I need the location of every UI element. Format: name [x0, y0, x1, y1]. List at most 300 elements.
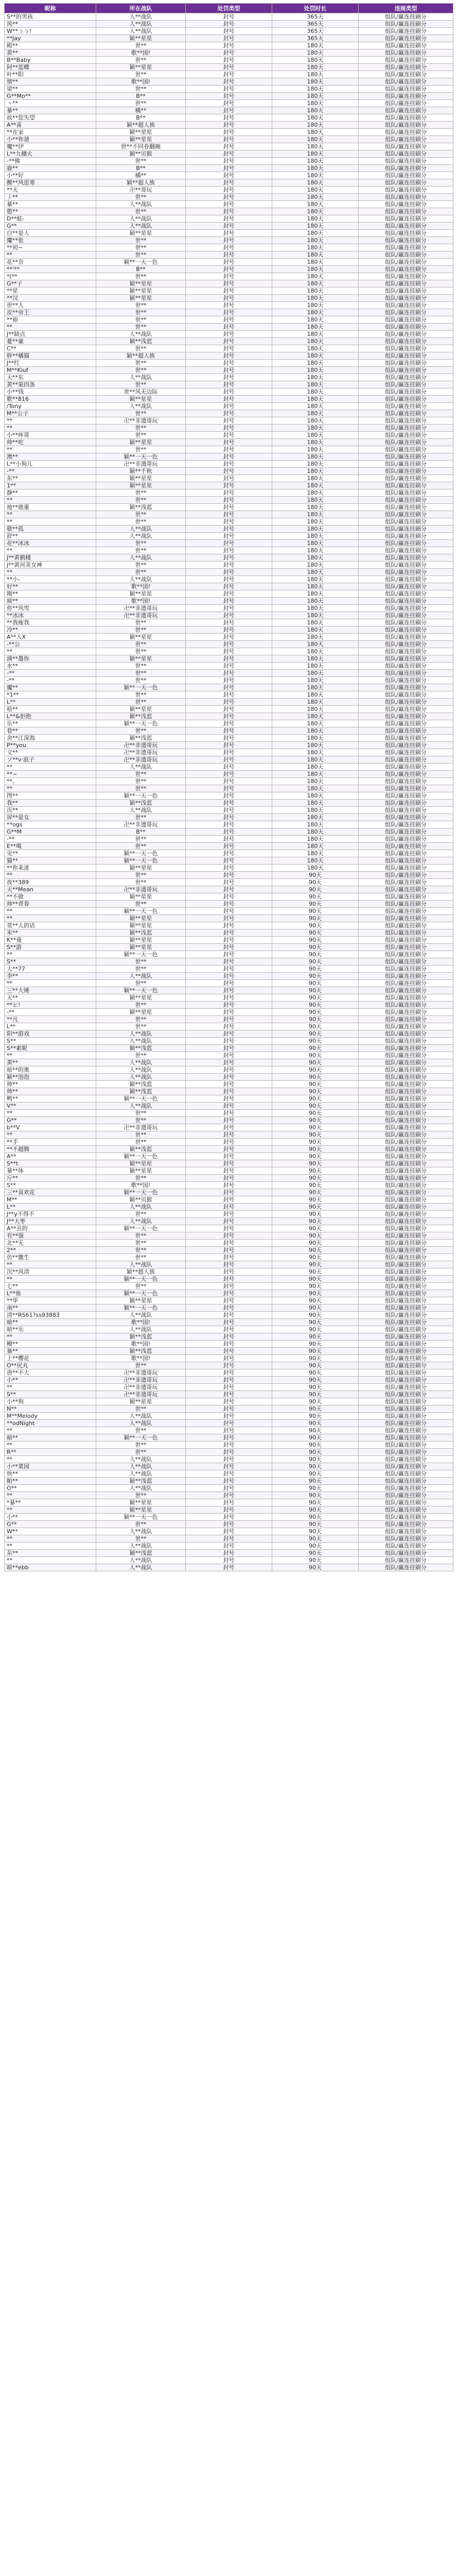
nickname-cell: M**Kiuf: [5, 367, 96, 374]
team-cell: 世**: [96, 699, 186, 706]
team-cell: 颖**贝猴: [96, 1196, 186, 1204]
violation-type-cell: 组队/赢连挂刷分: [359, 461, 453, 468]
violation-type-cell: 组队/赢连挂刷分: [359, 1088, 453, 1095]
penalty-type-cell: 封号: [186, 1499, 272, 1506]
table-row: [5, 425, 453, 432]
penalty-type-cell: 封号: [186, 1074, 272, 1081]
nickname-cell: **: [5, 1052, 96, 1059]
duration-cell: 90天: [272, 1398, 359, 1405]
violation-type-cell: 组队/赢连挂刷分: [359, 1030, 453, 1038]
duration-cell: 180天: [272, 828, 359, 836]
nickname-cell: K**曼: [5, 937, 96, 944]
team-cell: 颖**星星: [96, 994, 186, 1002]
penalty-type-cell: 封号: [186, 749, 272, 756]
nickname-cell: 情**: [5, 78, 96, 86]
duration-cell: 90天: [272, 1535, 359, 1543]
team-cell: 卍**非遗哥玩: [96, 756, 186, 764]
violation-type-cell: 组队/赢连挂刷分: [359, 489, 453, 497]
table-row: [5, 1131, 453, 1139]
duration-cell: 90天: [272, 1470, 359, 1478]
table-row: [5, 1268, 453, 1276]
penalty-type-cell: 封号: [186, 778, 272, 785]
table-row: [5, 865, 453, 872]
nickname-cell: G**Mo**: [5, 93, 96, 100]
team-cell: 颖**浅蓝: [96, 1081, 186, 1088]
duration-cell: 180天: [272, 331, 359, 338]
nickname-cell: 天**: [5, 994, 96, 1002]
violation-type-cell: 组队/赢连挂刷分: [359, 1398, 453, 1405]
nickname-cell: **: [5, 1492, 96, 1499]
team-cell: 世**: [96, 345, 186, 352]
penalty-type-cell: 封号: [186, 1543, 272, 1550]
nickname-cell: **: [5, 1543, 96, 1550]
penalty-type-cell: 封号: [186, 1449, 272, 1456]
penalty-type-cell: 封号: [186, 785, 272, 792]
table-row: [5, 1240, 453, 1247]
table-row: [5, 1543, 453, 1550]
nickname-cell: 2**: [5, 1247, 96, 1254]
violation-type-cell: 组队/赢连挂刷分: [359, 1254, 453, 1261]
duration-cell: 180天: [272, 425, 359, 432]
duration-cell: 90天: [272, 944, 359, 951]
penalty-type-cell: 封号: [186, 1023, 272, 1030]
table-row: [5, 453, 453, 461]
team-cell: 世**: [96, 619, 186, 626]
duration-cell: 180天: [272, 562, 359, 569]
team-cell: 人**战队: [96, 1261, 186, 1268]
table-row: [5, 165, 453, 172]
penalty-type-cell: 封号: [186, 165, 272, 172]
violation-type-cell: 组队/赢连挂刷分: [359, 713, 453, 720]
team-cell: 颖**星星: [96, 706, 186, 713]
duration-cell: 90天: [272, 1268, 359, 1276]
violation-type-cell: 组队/赢连挂刷分: [359, 194, 453, 201]
team-cell: 卍**非遗哥玩: [96, 612, 186, 619]
nickname-cell: S**游: [5, 944, 96, 951]
violation-type-cell: 组队/赢连挂刷分: [359, 114, 453, 122]
nickname-cell: 我**: [5, 800, 96, 807]
duration-cell: 180天: [272, 857, 359, 865]
penalty-type-cell: 封号: [186, 1348, 272, 1355]
team-cell: 世**: [96, 237, 186, 244]
violation-type-cell: 组队/赢连挂刷分: [359, 446, 453, 453]
nickname-cell: **: [5, 1384, 96, 1391]
penalty-type-cell: 封号: [186, 122, 272, 129]
team-cell: 颖**一天一色: [96, 857, 186, 865]
team-cell: 世**: [96, 1254, 186, 1261]
team-cell: 颖**超人族: [96, 122, 186, 129]
violation-type-cell: 组队/赢连挂刷分: [359, 1066, 453, 1074]
duration-cell: 365天: [272, 13, 359, 21]
nickname-cell: 有**强: [5, 1232, 96, 1240]
duration-cell: 90天: [272, 1261, 359, 1268]
team-cell: 世**: [96, 641, 186, 648]
violation-type-cell: 组队/赢连挂刷分: [359, 1492, 453, 1499]
table-row: [5, 691, 453, 699]
table-row: [5, 655, 453, 663]
nickname-cell: G**M: [5, 828, 96, 836]
nickname-cell: **: [5, 1110, 96, 1117]
duration-cell: 180天: [272, 302, 359, 309]
team-cell: 歌**国!: [96, 1355, 186, 1362]
violation-type-cell: 组队/赢连挂刷分: [359, 1442, 453, 1449]
nickname-cell: **: [5, 1557, 96, 1564]
nickname-cell: **: [5, 324, 96, 331]
violation-type-cell: 组队/赢连挂刷分: [359, 302, 453, 309]
duration-cell: 90天: [272, 1521, 359, 1528]
table-row: [5, 764, 453, 771]
penalty-type-cell: 封号: [186, 1341, 272, 1348]
duration-cell: 180天: [272, 201, 359, 208]
nickname-cell: 巷**: [5, 727, 96, 735]
table-row: [5, 338, 453, 345]
penalty-type-cell: 封号: [186, 1326, 272, 1333]
team-cell: 人**战队: [96, 1204, 186, 1211]
team-cell: 人**战队: [96, 1059, 186, 1066]
penalty-type-cell: 封号: [186, 973, 272, 980]
violation-type-cell: 组队/赢连挂刷分: [359, 1124, 453, 1131]
team-cell: 人**战队: [96, 1470, 186, 1478]
violation-type-cell: 组队/赢连挂刷分: [359, 554, 453, 562]
nickname-cell: 沉**: [5, 807, 96, 814]
nickname-cell: 李**: [5, 973, 96, 980]
table-row: [5, 727, 453, 735]
violation-type-cell: 组队/赢连挂刷分: [359, 663, 453, 670]
penalty-type-cell: 封号: [186, 1131, 272, 1139]
duration-cell: 90天: [272, 973, 359, 980]
nickname-cell: **不超腾: [5, 1146, 96, 1153]
table-row: [5, 901, 453, 908]
violation-type-cell: 组队/赢连挂刷分: [359, 814, 453, 821]
duration-cell: 180天: [272, 237, 359, 244]
duration-cell: 180天: [272, 489, 359, 497]
penalty-type-cell: 封号: [186, 71, 272, 78]
violation-type-cell: 组队/赢连挂刷分: [359, 886, 453, 893]
penalty-type-cell: 封号: [186, 821, 272, 828]
team-cell: 颖**星星: [96, 287, 186, 295]
penalty-type-cell: 封号: [186, 1478, 272, 1485]
table-row: [5, 1153, 453, 1160]
penalty-type-cell: 封号: [186, 583, 272, 590]
table-row: [5, 1297, 453, 1304]
table-row: [5, 511, 453, 518]
team-cell: 颖**超人族: [96, 352, 186, 360]
nickname-cell: 天**Mean: [5, 886, 96, 893]
duration-cell: 180天: [272, 764, 359, 771]
nickname-cell: S**: [5, 1391, 96, 1398]
team-cell: 人**战队: [96, 973, 186, 980]
penalty-type-cell: 封号: [186, 814, 272, 821]
team-cell: 颖**星星: [96, 865, 186, 872]
nickname-cell: G**: [5, 223, 96, 230]
table-row: [5, 720, 453, 727]
violation-type-cell: 组队/赢连挂刷分: [359, 583, 453, 590]
nickname-cell: **: [5, 518, 96, 526]
table-row: [5, 1434, 453, 1442]
team-cell: 人**战队: [96, 223, 186, 230]
team-cell: 人**战队: [96, 215, 186, 223]
duration-cell: 180天: [272, 223, 359, 230]
table-row: [5, 1456, 453, 1463]
team-cell: 人**战队: [96, 21, 186, 28]
team-cell: 人**战队: [96, 526, 186, 533]
duration-cell: 180天: [272, 792, 359, 800]
nickname-cell: **。: [5, 778, 96, 785]
nickname-cell: L**小狗儿: [5, 461, 96, 468]
table-row: [5, 850, 453, 857]
duration-cell: 180天: [272, 475, 359, 482]
violation-type-cell: 组队/赢连挂刷分: [359, 735, 453, 742]
team-cell: 世**: [96, 1052, 186, 1059]
penalty-type-cell: 封号: [186, 526, 272, 533]
violation-type-cell: 组队/赢连挂刷分: [359, 1059, 453, 1066]
violation-type-cell: 组队/赢连挂刷分: [359, 1333, 453, 1341]
nickname-cell: 鹿**: [5, 165, 96, 172]
nickname-cell: J**y不得不: [5, 1211, 96, 1218]
nickname-cell: **裕: [5, 316, 96, 324]
table-row: [5, 316, 453, 324]
team-cell: 颖**星星: [96, 1499, 186, 1506]
penalty-type-cell: 封号: [186, 1110, 272, 1117]
table-row: [5, 107, 453, 114]
duration-cell: 90天: [272, 1506, 359, 1514]
penalty-type-cell: 封号: [186, 410, 272, 417]
table-row: [5, 756, 453, 764]
duration-cell: 180天: [272, 179, 359, 187]
penalty-type-cell: 封号: [186, 331, 272, 338]
duration-cell: 180天: [272, 771, 359, 778]
nickname-cell: **: [5, 648, 96, 655]
table-row: [5, 1074, 453, 1081]
duration-cell: 90天: [272, 1139, 359, 1146]
team-cell: 世**: [96, 1016, 186, 1023]
violation-type-cell: 组队/赢连挂刷分: [359, 1153, 453, 1160]
penalty-type-cell: 封号: [186, 1528, 272, 1535]
penalty-type-cell: 封号: [186, 1304, 272, 1312]
duration-cell: 90天: [272, 1240, 359, 1247]
penalty-type-cell: 封号: [186, 792, 272, 800]
penalty-type-cell: 封号: [186, 518, 272, 526]
table-row: [5, 1225, 453, 1232]
team-cell: 世**: [96, 771, 186, 778]
team-cell: 颖**一天一色: [96, 684, 186, 691]
violation-type-cell: 组队/赢连挂刷分: [359, 857, 453, 865]
table-row: [5, 71, 453, 78]
nickname-cell: 小**: [5, 1514, 96, 1521]
nickname-cell: **: [5, 547, 96, 554]
penalty-type-cell: 封号: [186, 1225, 272, 1232]
duration-cell: 180天: [272, 706, 359, 713]
table-row: [5, 1521, 453, 1528]
penalty-type-cell: 封号: [186, 482, 272, 489]
duration-cell: 90天: [272, 1023, 359, 1030]
violation-type-cell: 组队/赢连挂刷分: [359, 1196, 453, 1204]
nickname-cell: 北**无: [5, 1240, 96, 1247]
duration-cell: 180天: [272, 713, 359, 720]
table-row: [5, 1232, 453, 1240]
violation-type-cell: 组队/赢连挂刷分: [359, 836, 453, 843]
nickname-cell: D**蛙-: [5, 215, 96, 223]
nickname-cell: 黄**: [5, 1059, 96, 1066]
team-cell: 人**战队: [96, 1218, 186, 1225]
team-cell: 人**战队: [96, 1557, 186, 1564]
nickname-cell: **在家: [5, 129, 96, 136]
penalty-type-cell: 封号: [186, 396, 272, 403]
duration-cell: 180天: [272, 388, 359, 396]
team-cell: 颖**一天一色: [96, 720, 186, 727]
nickname-cell: 阿**蓝蝶: [5, 64, 96, 71]
table-row: [5, 1506, 453, 1514]
violation-type-cell: 组队/赢连挂刷分: [359, 562, 453, 569]
team-cell: 颖**星星: [96, 129, 186, 136]
duration-cell: 180天: [272, 324, 359, 331]
duration-cell: 180天: [272, 590, 359, 598]
duration-cell: 90天: [272, 1182, 359, 1189]
penalty-type-cell: 封号: [186, 987, 272, 994]
nickname-cell: -**公: [5, 641, 96, 648]
nickname-cell: 唐**不大: [5, 1369, 96, 1377]
team-cell: 世**: [96, 251, 186, 259]
penalty-type-cell: 封号: [186, 965, 272, 973]
duration-cell: 180天: [272, 727, 359, 735]
table-row: [5, 1550, 453, 1557]
penalty-type-cell: 封号: [186, 641, 272, 648]
violation-type-cell: 组队/赢连挂刷分: [359, 187, 453, 194]
table-row: [5, 1492, 453, 1499]
nickname-cell: L**: [5, 699, 96, 706]
penalty-type-cell: 封号: [186, 1124, 272, 1131]
duration-cell: 180天: [272, 800, 359, 807]
penalty-type-cell: 封号: [186, 540, 272, 547]
penalty-type-cell: 封号: [186, 720, 272, 727]
penalty-type-cell: 封号: [186, 857, 272, 865]
violation-type-cell: 组队/赢连挂刷分: [359, 1232, 453, 1240]
violation-type-cell: 组队/赢连挂刷分: [359, 1131, 453, 1139]
violation-type-cell: 组队/赢连挂刷分: [359, 1456, 453, 1463]
team-cell: 颖**一天一色: [96, 850, 186, 857]
table-row: [5, 807, 453, 814]
table-row: [5, 1009, 453, 1016]
penalty-type-cell: 封号: [186, 403, 272, 410]
duration-cell: 180天: [272, 194, 359, 201]
table-row: [5, 223, 453, 230]
duration-cell: 90天: [272, 965, 359, 973]
nickname-cell: **: [5, 1427, 96, 1434]
penalty-type-cell: 封号: [186, 1319, 272, 1326]
table-row: [5, 951, 453, 958]
penalty-type-cell: 封号: [186, 1398, 272, 1405]
table-row: [5, 670, 453, 677]
penalty-type-cell: 封号: [186, 64, 272, 71]
duration-cell: 90天: [272, 1196, 359, 1204]
penalty-type-cell: 封号: [186, 266, 272, 273]
duration-cell: 180天: [272, 526, 359, 533]
violation-type-cell: 组队/赢连挂刷分: [359, 1427, 453, 1434]
team-cell: 颖**一天一色: [96, 1434, 186, 1442]
nickname-cell: M**公子: [5, 410, 96, 417]
duration-cell: 90天: [272, 1557, 359, 1564]
table-row: [5, 1045, 453, 1052]
penalty-type-cell: 封号: [186, 1384, 272, 1391]
nickname-cell: **: [5, 569, 96, 576]
penalty-type-cell: 封号: [186, 699, 272, 706]
nickname-cell: 乐**: [5, 720, 96, 727]
team-cell: 颖**一天一色: [96, 1153, 186, 1160]
penalty-type-cell: 封号: [186, 807, 272, 814]
table-row: [5, 1261, 453, 1268]
duration-cell: 90天: [272, 987, 359, 994]
nickname-cell: G**子: [5, 280, 96, 287]
violation-type-cell: 组队/赢连挂刷分: [359, 648, 453, 655]
violation-type-cell: 组队/赢连挂刷分: [359, 937, 453, 944]
nickname-cell: 花**冰冰: [5, 540, 96, 547]
team-cell: 颖**浅蓝: [96, 800, 186, 807]
nickname-cell: 刚**: [5, 590, 96, 598]
penalty-type-cell: 封号: [186, 237, 272, 244]
penalty-type-cell: 封号: [186, 360, 272, 367]
team-cell: 世**: [96, 1175, 186, 1182]
duration-cell: 180天: [272, 619, 359, 626]
nickname-cell: L**: [5, 1204, 96, 1211]
violation-type-cell: 组队/赢连挂刷分: [359, 533, 453, 540]
team-cell: 卍**非遗哥玩: [96, 605, 186, 612]
violation-type-cell: 组队/赢连挂刷分: [359, 425, 453, 432]
violation-type-cell: 组队/赢连挂刷分: [359, 929, 453, 937]
duration-cell: 180天: [272, 107, 359, 114]
penalty-type-cell: 封号: [186, 1103, 272, 1110]
violation-type-cell: 组队/赢连挂刷分: [359, 367, 453, 374]
team-cell: 世**: [96, 901, 186, 908]
penalty-type-cell: 封号: [186, 1088, 272, 1095]
nickname-cell: 澳**: [5, 453, 96, 461]
duration-cell: 180天: [272, 287, 359, 295]
table-row: [5, 965, 453, 973]
violation-type-cell: 组队/赢连挂刷分: [359, 1326, 453, 1333]
nickname-cell: 梁**: [5, 86, 96, 93]
table-row: [5, 49, 453, 57]
nickname-cell: **: [5, 980, 96, 987]
nickname-cell: 仿**撒生: [5, 1254, 96, 1261]
violation-type-cell: 组队/赢连挂刷分: [359, 1557, 453, 1564]
violation-type-cell: 组队/赢连挂刷分: [359, 396, 453, 403]
table-row: [5, 1304, 453, 1312]
table-row: [5, 396, 453, 403]
nickname-cell: **: [5, 1333, 96, 1341]
violation-type-cell: 组队/赢连挂刷分: [359, 122, 453, 129]
team-cell: 人**战队: [96, 1456, 186, 1463]
violation-type-cell: 组队/赢连挂刷分: [359, 598, 453, 605]
violation-type-cell: 组队/赢连挂刷分: [359, 915, 453, 922]
nickname-cell: 殿**: [5, 42, 96, 49]
team-cell: 颖**星星: [96, 1506, 186, 1514]
team-cell: 卍**非遗哥玩: [96, 461, 186, 468]
nickname-cell: 暗**乐: [5, 1326, 96, 1333]
violation-type-cell: 组队/赢连挂刷分: [359, 1514, 453, 1521]
table-row: [5, 1167, 453, 1175]
duration-cell: 180天: [272, 86, 359, 93]
nickname-cell: **: [5, 497, 96, 504]
duration-cell: 180天: [272, 540, 359, 547]
nickname-cell: V**: [5, 1103, 96, 1110]
violation-type-cell: 组队/赢连挂刷分: [359, 1319, 453, 1326]
nickname-cell: **汉: [5, 295, 96, 302]
table-row: [5, 1564, 453, 1571]
duration-cell: 90天: [272, 1110, 359, 1117]
penalty-type-cell: 封号: [186, 57, 272, 64]
nickname-cell: **凡: [5, 1016, 96, 1023]
table-row: [5, 915, 453, 922]
duration-cell: 180天: [272, 735, 359, 742]
